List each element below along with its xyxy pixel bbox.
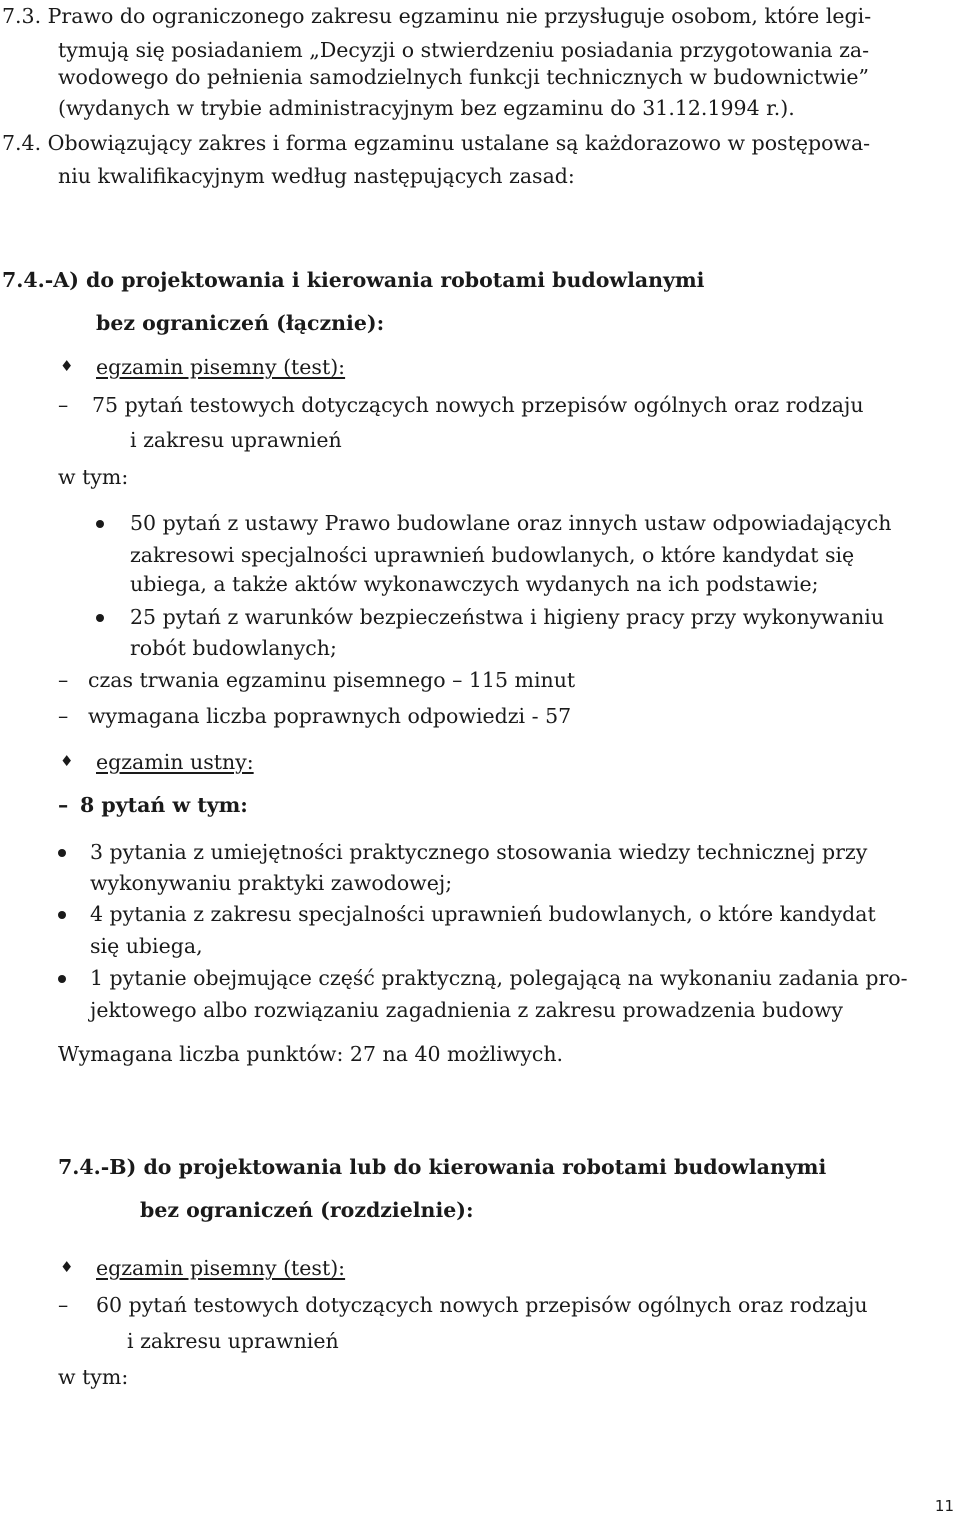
- part-b-heading: 7.4.-B) do projektowania lub do kierowania robotami budowlanymi: [58, 1155, 827, 1179]
- part-a-points: Wymagana liczba punktów: 27 na 40 możliwych.: [58, 1042, 564, 1066]
- round-bullet-icon: [96, 520, 104, 528]
- section-7-3-line-4: (wydanych w trybie administracyjnym bez egzaminu do 31.12.1994 r.).: [58, 96, 795, 120]
- section-7-4-line-1: 7.4. Obowiązujący zakres i forma egzaminu ustalane są każdorazowo w postępowa-: [2, 131, 871, 155]
- part-a-bullet-2-line-2: robót budowlanych;: [130, 636, 337, 660]
- part-a-oral-bullet-2-line-2: się ubiega,: [90, 934, 203, 958]
- part-a-oral-label: egzamin ustny:: [96, 750, 254, 774]
- round-bullet-icon: [96, 614, 104, 622]
- part-b-w-tym: w tym:: [58, 1365, 129, 1389]
- part-a-bullet-2-line-1: 25 pytań z warunków bezpieczeństwa i higieny pracy przy wykonywaniu: [130, 605, 885, 629]
- section-7-4-line-2: niu kwalifikacyjnym według następujących zasad:: [58, 164, 575, 188]
- part-a-bullet-1-line-2: zakresowi specjalności uprawnień budowlanych, o które kandydat się: [130, 543, 855, 567]
- part-b-subheading: bez ograniczeń (rozdzielnie):: [140, 1198, 474, 1222]
- section-7-3-line-2: tymują się posiadaniem „Decyzji o stwierdzeniu posiadania przygotowania za-: [58, 38, 870, 62]
- section-7-3-line-3: wodowego do pełnienia samodzielnych funkcji technicznych w budownictwie”: [58, 65, 869, 89]
- round-bullet-icon: [58, 911, 66, 919]
- diamond-bullet-icon: ♦: [60, 357, 74, 375]
- dash-bullet-icon: –: [58, 1293, 69, 1317]
- dash-bullet-icon: –: [58, 668, 69, 692]
- part-a-oral-bullet-3-line-2: jektowego albo rozwiązaniu zagadnienia z zakresu prowadzenia budowy: [90, 998, 843, 1022]
- part-a-oral-bullet-1-line-2: wykonywaniu praktyki zawodowej;: [90, 871, 453, 895]
- diamond-bullet-icon: ♦: [60, 752, 74, 770]
- round-bullet-icon: [58, 975, 66, 983]
- part-a-written-line-2: i zakresu uprawnień: [130, 428, 342, 452]
- part-a-heading: 7.4.-A) do projektowania i kierowania robotami budowlanymi: [2, 268, 705, 292]
- part-a-duration: czas trwania egzaminu pisemnego – 115 minut: [88, 668, 576, 692]
- part-b-written-line-2: i zakresu uprawnień: [127, 1329, 339, 1353]
- dash-bullet-icon: –: [58, 793, 69, 817]
- part-a-oral-bullet-2-line-1: 4 pytania z zakresu specjalności uprawnień budowlanych, o które kandydat: [90, 902, 876, 926]
- page-number: 11: [934, 1497, 954, 1515]
- round-bullet-icon: [58, 849, 66, 857]
- part-a-oral-bullet-1-line-1: 3 pytania z umiejętności praktycznego stosowania wiedzy technicznej przy: [90, 840, 868, 864]
- part-a-w-tym: w tym:: [58, 465, 129, 489]
- diamond-bullet-icon: ♦: [60, 1258, 74, 1276]
- part-a-bullet-1-line-1: 50 pytań z ustawy Prawo budowlane oraz innych ustaw odpowiadających: [130, 511, 892, 535]
- part-a-written-line-1: 75 pytań testowych dotyczących nowych przepisów ogólnych oraz rodzaju: [92, 393, 864, 417]
- part-a-required: wymagana liczba poprawnych odpowiedzi - 57: [88, 704, 572, 728]
- dash-bullet-icon: –: [58, 704, 69, 728]
- part-a-oral-count: 8 pytań w tym:: [80, 793, 248, 817]
- part-a-subheading: bez ograniczeń (łącznie):: [96, 311, 385, 335]
- part-a-oral-bullet-3-line-1: 1 pytanie obejmujące część praktyczną, polegającą na wykonaniu zadania pro-: [90, 966, 908, 990]
- part-a-bullet-1-line-3: ubiega, a także aktów wykonawczych wydanych na ich podstawie;: [130, 572, 819, 596]
- part-b-written-line-1: 60 pytań testowych dotyczących nowych przepisów ogólnych oraz rodzaju: [96, 1293, 868, 1317]
- part-a-written-label: egzamin pisemny (test):: [96, 355, 346, 379]
- dash-bullet-icon: –: [58, 393, 69, 417]
- section-7-3-line-1: 7.3. Prawo do ograniczonego zakresu egzaminu nie przysługuje osobom, które legi-: [2, 4, 872, 28]
- part-b-written-label: egzamin pisemny (test):: [96, 1256, 346, 1280]
